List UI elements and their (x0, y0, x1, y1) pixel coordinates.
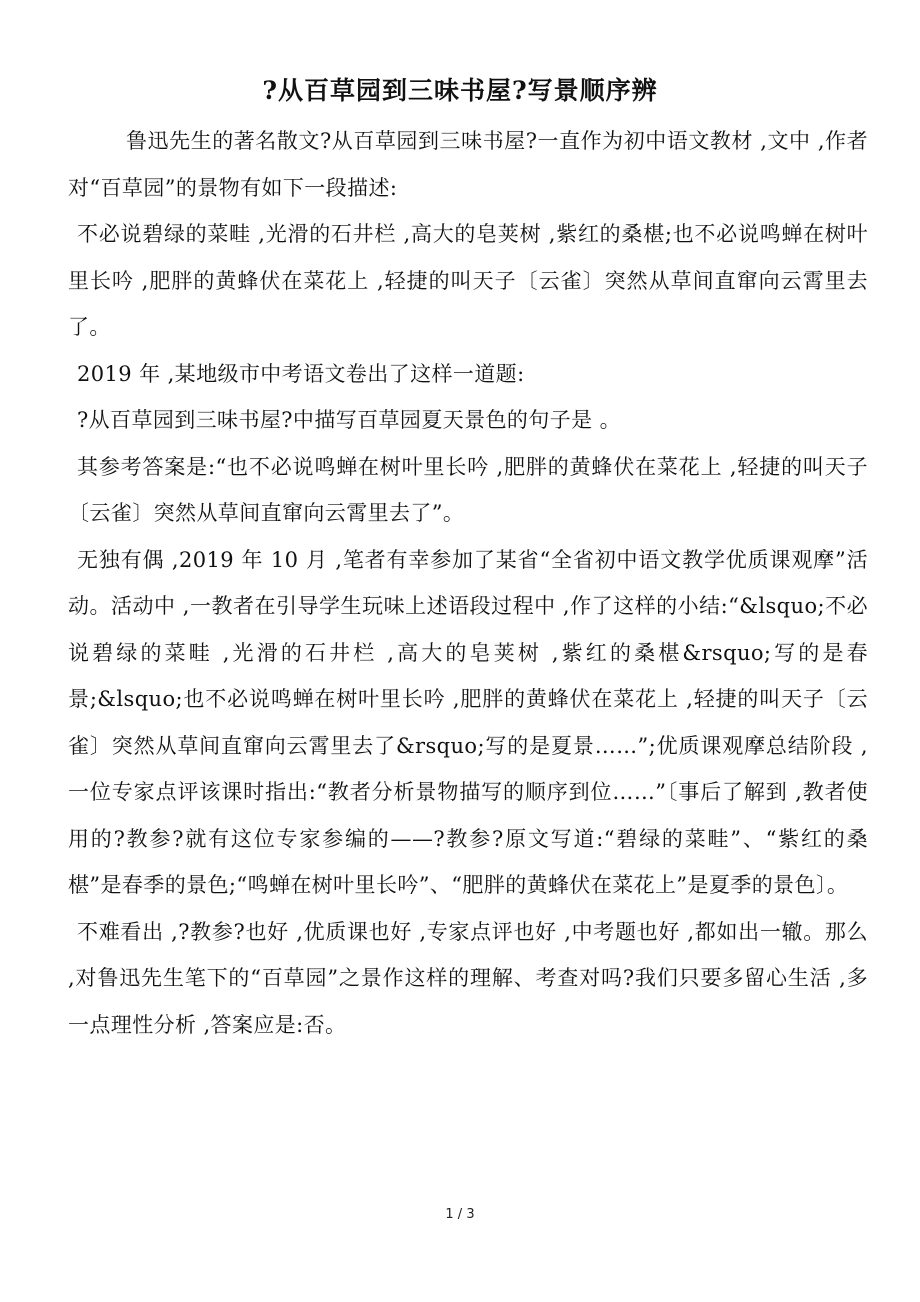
paragraph-quote: 不必说碧绿的菜畦 ,光滑的石井栏 ,高大的皂荚树 ,紫红的桑椹;也不必说鸣蝉在树叶里长吟 ,肥胖的黄蜂伏在菜花上 ,轻捷的叫天子〔云雀〕突然从草间直窜向云霄里去了。 (68, 222, 868, 339)
document-body (68, 118, 868, 1048)
paragraph-intro: 鲁迅先生的著名散文?从百草园到三味书屋?一直作为初中语文教材 ,文中 ,作者对“百草园”的景物有如下一段描述: (68, 129, 868, 200)
paragraph-exam: 2019 年 ,某地级市中考语文卷出了这样一道题: (77, 361, 525, 386)
page-number: 1 / 3 (445, 1207, 475, 1222)
document-title: ?从百草园到三味书屋?写景顺序辨 (262, 76, 658, 105)
paragraph-answer: 其参考答案是:“也不必说鸣蝉在树叶里长吟 ,肥胖的黄蜂伏在菜花上 ,轻捷的叫天子〔云雀〕突然从草间直窜向云霄里去了”。 (68, 454, 868, 525)
paragraph-lesson: 无独有偶 ,2019 年 10 月 ,笔者有幸参加了某省“全省初中语文教学优质课观摩”活动。活动中 ,一教者在引导学生玩味上述语段过程中 ,作了这样的小结:“&lsquo;不必说碧绿的菜畦 ,光滑的石井栏 ,高大的皂荚树 ,紫红的桑椹&rsquo;写的是春景;&lsquo;也不必说鸣蝉在树叶里长吟 ,肥胖的黄蜂伏在菜花上 ,轻捷的叫天子〔云雀〕突然从草间直窜向云霄里去了&rsquo;写的是夏景……”;优质课观摩总结阶段 ,一位专家点评该课时指出:“教者分析景物描写的顺序到位……”〔事后了解到 ,教者使用的?教参?就有这位专家参编的——?教参?原文写道:“碧绿的菜畦”、“紫红的桑椹”是春季的景色;“鸣蝉在树叶里长吟”、“肥胖的黄蜂伏在菜花上”是夏季的景色〕。 (68, 547, 868, 897)
paragraph-conclusion: 不难看出 ,?教参?也好 ,优质课也好 ,专家点评也好 ,中考题也好 ,都如出一辙。那么 ,对鲁迅先生笔下的“百草园”之景作这样的理解、考查对吗?我们只要多留心生活 ,多一点理性分析 ,答案应是:否。 (68, 919, 868, 1037)
paragraph-question: ?从百草园到三味书屋?中描写百草园夏天景色的句子是 。 (77, 408, 621, 432)
